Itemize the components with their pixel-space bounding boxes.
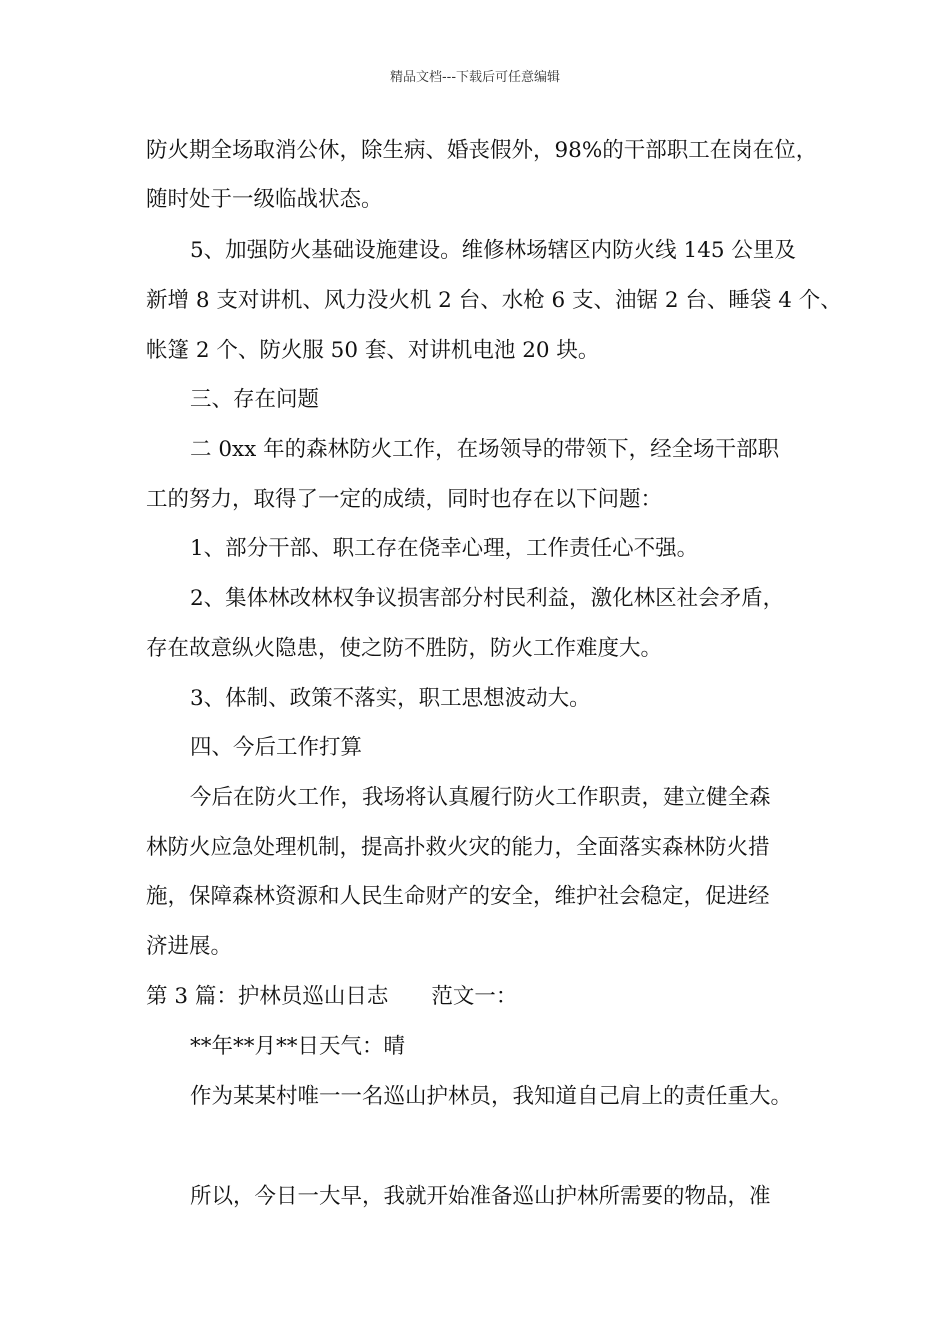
text-line: 随时处于一级临战状态。 [146,187,383,212]
text-line: 作为某某村唯一一名巡山护林员，我知道自己肩上的责任重大。 [190,1084,793,1109]
text-line: 防火期全场取消公休，除生病、婚丧假外，98%的干部职工在岗在位， [146,138,818,163]
text-line: 帐篷 2 个、防火服 50 套、对讲机电池 20 块。 [146,338,600,363]
text-line: 今后在防火工作，我场将认真履行防火工作职责，建立健全森 [190,785,771,810]
text-line: 二 0xx 年的森林防火工作，在场领导的带领下，经全场干部职 [190,437,780,462]
text-line: 工的努力，取得了一定的成绩，同时也存在以下问题： [146,487,663,512]
text-line: 济进展。 [146,934,233,959]
diary-date-line: **年**月**日天气：晴 [190,1034,406,1059]
text-line: 所以，今日一大早，我就开始准备巡山护林所需要的物品，准 [190,1184,771,1209]
section-heading: 三、存在问题 [190,387,320,412]
text-line: 新增 8 支对讲机、风力没火机 2 台、水枪 6 支、油锯 2 台、睡袋 4 个、 [146,288,842,313]
chapter-heading: 第 3 篇：护林员巡山日志 范文一： [146,984,518,1009]
text-line: 存在故意纵火隐患，使之防不胜防，防火工作难度大。 [146,636,663,661]
text-line: 施，保障森林资源和人民生命财产的安全，维护社会稳定，促进经 [146,884,770,909]
text-line: 5、加强防火基础设施建设。维修林场辖区内防火线 145 公里及 [190,238,796,263]
section-heading: 四、今后工作打算 [190,735,363,760]
text-line: 3、体制、政策不落实，职工思想波动大。 [190,686,591,711]
page-header: 精品文档---下载后可任意编辑 [389,70,561,85]
text-line: 2、集体林改林权争议损害部分村民利益，激化林区社会矛盾， [190,586,785,611]
text-line: 1、部分干部、职工存在侥幸心理，工作责任心不强。 [190,536,699,561]
text-line: 林防火应急处理机制，提高扑救火灾的能力，全面落实森林防火措 [146,835,770,860]
